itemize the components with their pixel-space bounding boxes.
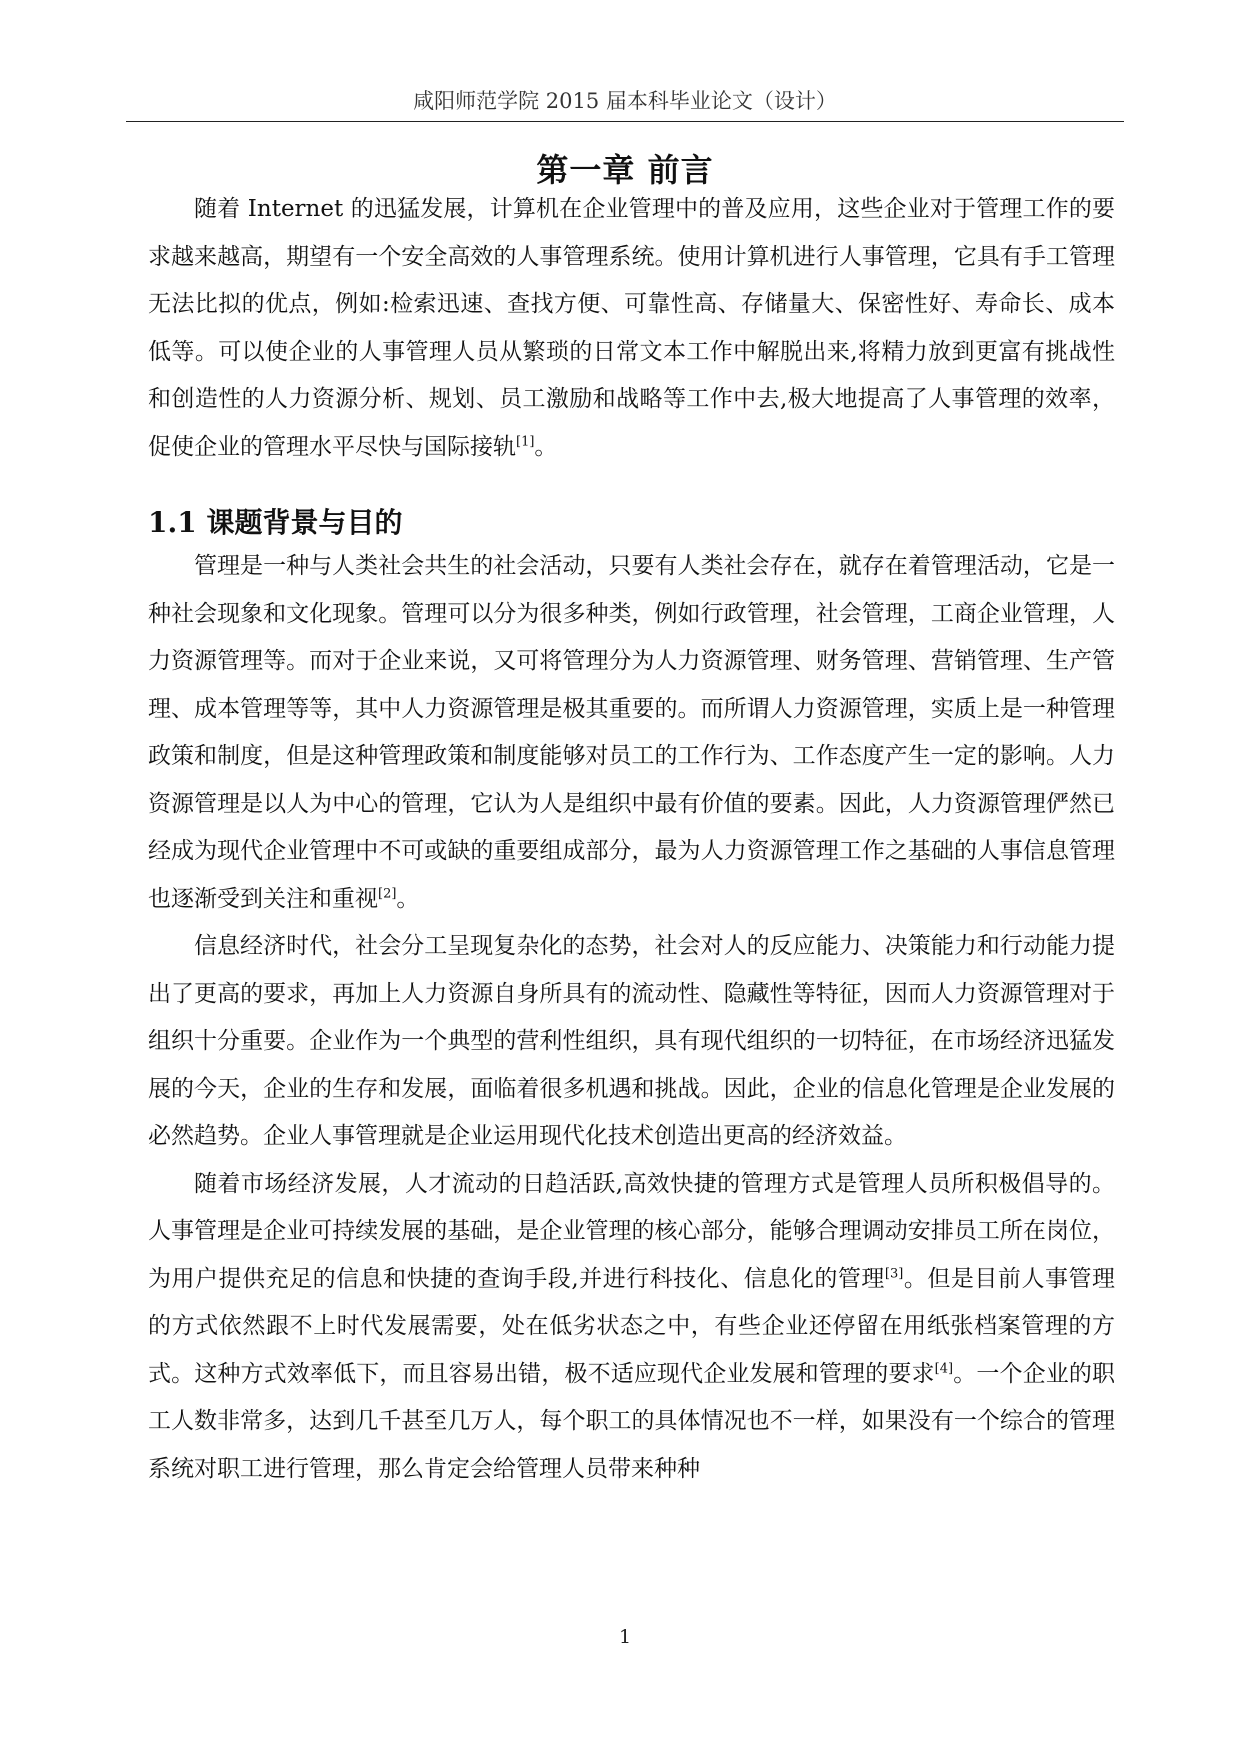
citation-ref: [2]	[378, 885, 397, 901]
paragraph-text: 随着 Internet 的迅猛发展，计算机在企业管理中的普及应用，这些企业对于管理工作的要求越来越高，期望有一个安全高效的人事管理系统。使用计算机进行人事管理，它具有手工管理无法比拟的优点，例如:检索迅速、查找方便、可靠性高、存储量大、保密性好、寿命长、成本低等。可以使企业的人事管理人员从繁琐的日常文本工作中解脱出来,将精力放到更富有挑战性和创造性的人力资源分析、规划、员工激励和战略等工作中去,极大地提高了人事管理的效率，促使企业的管理水平尽快与国际接轨	[148, 196, 1115, 460]
section-title: 1.1 课题背景与目的	[148, 506, 403, 539]
header-rule	[126, 121, 1124, 122]
paragraph-text: 随着市场经济发展，人才流动的日趋活跃,高效快捷的管理方式是管理人员所积极倡导的。人事管理是企业可持续发展的基础，是企业管理的核心部分，能够合理调动安排员工所在岗位，为用户提供充足的信息和快捷的查询手段,并进行科技化、信息化的管理	[148, 1170, 1115, 1292]
section-paragraph-1	[148, 543, 1115, 923]
paragraph-text: 。	[534, 433, 558, 460]
paragraph-text: 。但是目前人事管理的方式依然跟不上时代发展需要，处在低劣状态之中，有些企业还停留在用纸张档案管理的方式。这种方式效率低下，而且容易出错，极不适应现代企业发展和管理的要求	[148, 1265, 1116, 1387]
paragraph-text: 。	[396, 885, 420, 912]
page-number: 1	[618, 1626, 632, 1648]
paragraph-text: 。一个企业的职工人数非常多，达到几千甚至几万人，每个职工的具体情况也不一样，如果没有一个综合的管理系统对职工进行管理，那么肯定会给管理人员带来种种	[148, 1360, 1116, 1482]
intro-paragraph	[148, 186, 1115, 471]
citation-ref: [3]	[884, 1265, 904, 1281]
section-body	[148, 543, 1115, 1493]
citation-ref: [1]	[516, 433, 535, 449]
section-paragraph-3	[148, 1161, 1115, 1494]
citation-ref: [4]	[934, 1360, 954, 1376]
section-paragraph-2: 信息经济时代，社会分工呈现复杂化的态势，社会对人的反应能力、决策能力和行动能力提出了更高的要求，再加上人力资源自身所具有的流动性、隐藏性等特征，因而人力资源管理对于组织十分重要。企业作为一个典型的营利性组织，具有现代组织的一切特征，在市场经济迅猛发展的今天，企业的生存和发展，面临着很多机遇和挑战。因此，企业的信息化管理是企业发展的必然趋势。企业人事管理就是企业运用现代化技术创造出更高的经济效益。	[148, 933, 1115, 1149]
page-header: 咸阳师范学院 2015 届本科毕业论文（设计）	[413, 89, 837, 113]
paragraph-text: 管理是一种与人类社会共生的社会活动，只要有人类社会存在，就存在着管理活动，它是一种社会现象和文化现象。管理可以分为很多种类，例如行政管理，社会管理，工商企业管理，人力资源管理等。而对于企业来说，又可将管理分为人力资源管理、财务管理、营销管理、生产管理、成本管理等等，其中人力资源管理是极其重要的。而所谓人力资源管理，实质上是一种管理政策和制度，但是这种管理政策和制度能够对员工的工作行为、工作态度产生一定的影响。人力资源管理是以人为中心的管理，它认为人是组织中最有价值的要素。因此，人力资源管理俨然已经成为现代企业管理中不可或缺的重要组成部分，最为人力资源管理工作之基础的人事信息管理也逐渐受到关注和重视	[148, 553, 1115, 912]
intro-body	[148, 186, 1115, 471]
chapter-title: 第一章 前言	[536, 151, 714, 189]
